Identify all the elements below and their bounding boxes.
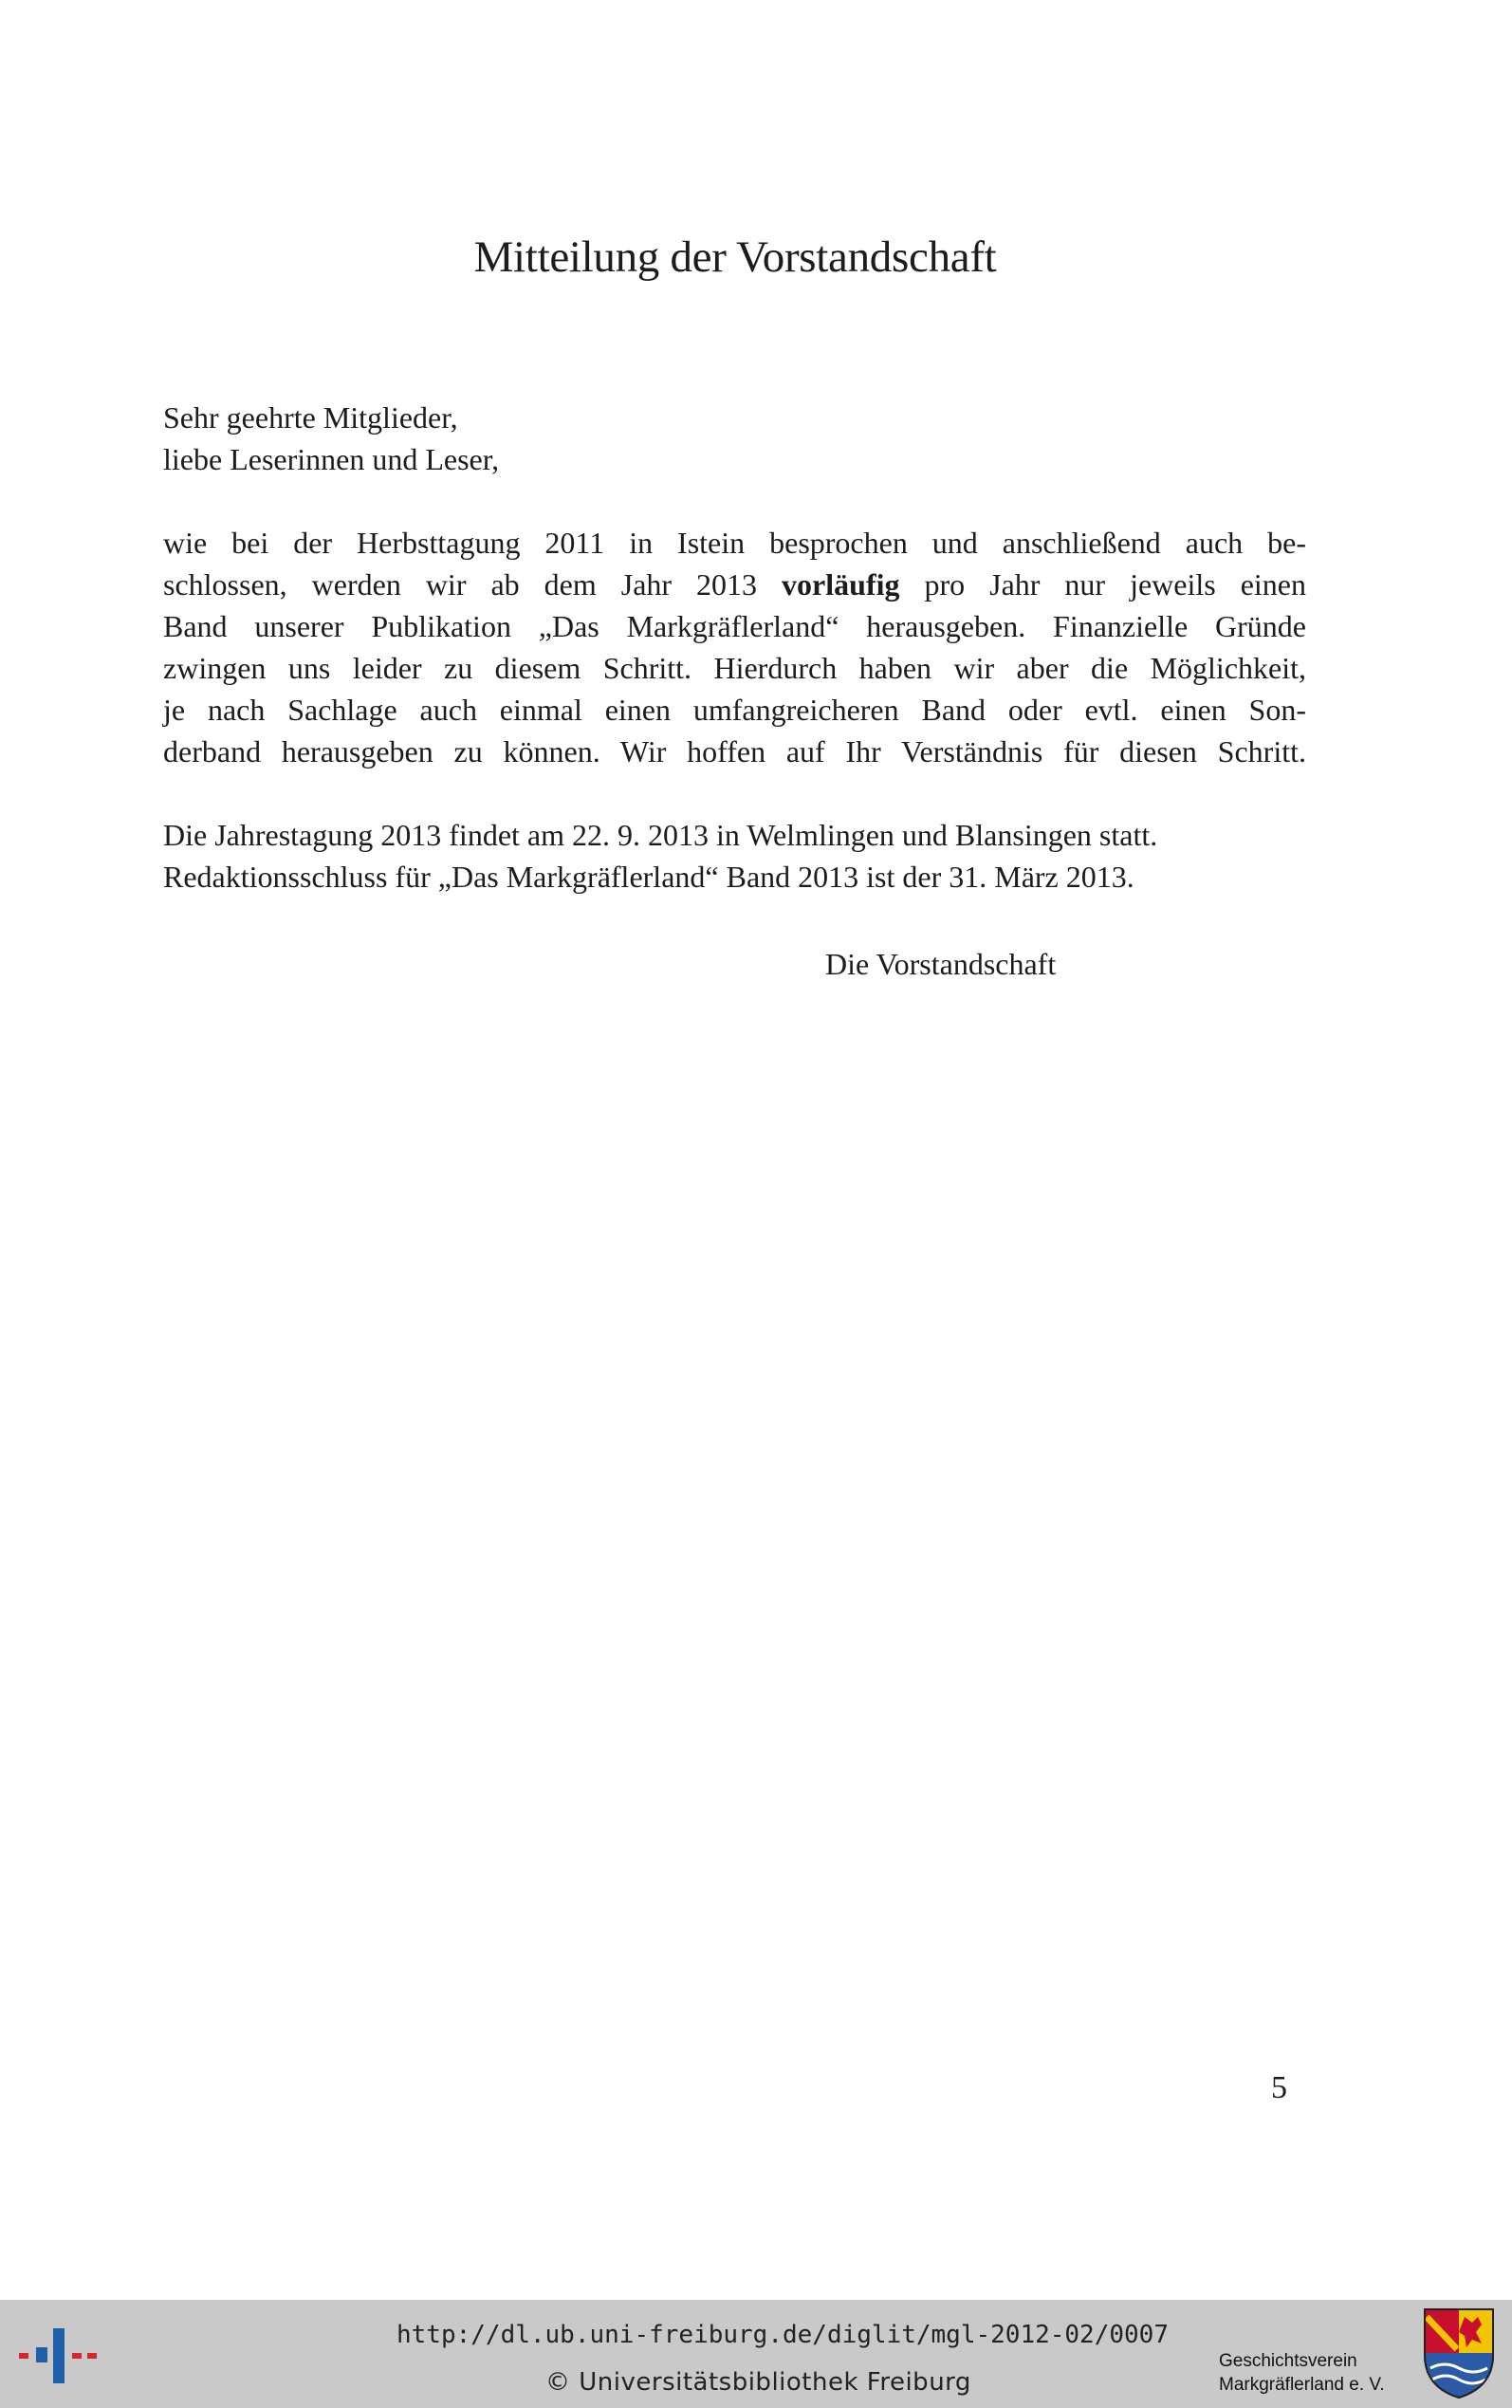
- greeting-line: Sehr geehrte Mitglieder,: [163, 400, 458, 435]
- greeting: [163, 397, 1306, 480]
- coat-of-arms-icon: [1421, 2306, 1497, 2400]
- society-line: Markgräflerland e. V.: [1219, 2375, 1385, 2395]
- footer-url-link[interactable]: http://dl.ub.uni-freiburg.de/diglit/mgl-2012-02/0007: [396, 2321, 1169, 2349]
- text-line: je nach Sachlage auch einmal einen umfangreicheren Band oder evtl. einen Son-: [163, 693, 1306, 727]
- emphasis-text: vorläufig: [782, 567, 900, 602]
- page-title: Mitteilung der Vorstandschaft: [473, 232, 997, 282]
- society-name: [1219, 2349, 1385, 2397]
- text-span: pro Jahr nur jeweils einen: [899, 567, 1307, 602]
- greeting-line: liebe Leserinnen und Leser,: [163, 442, 500, 476]
- text-line: zwingen uns leider zu diesem Schritt. Hierdurch haben wir aber die Möglichkeit,: [163, 651, 1306, 685]
- library-logo-icon[interactable]: [15, 2323, 101, 2389]
- paragraph-meeting: [163, 814, 1306, 898]
- text-line: derband herausgeben zu können. Wir hoffen auf Ihr Verständnis für diesen Schritt.: [163, 734, 1306, 769]
- text-line: Redaktionsschluss für „Das Markgräflerland“ Band 2013 ist der 31. März 2013.: [163, 860, 1134, 894]
- society-line: Geschichtsverein: [1219, 2351, 1357, 2371]
- text-line: [163, 564, 1306, 605]
- text-line: wie bei der Herbsttagung 2011 in Istein besprochen und anschließend auch be-: [163, 526, 1306, 560]
- signature: Die Vorstandschaft: [825, 947, 1057, 981]
- text-line: Band unserer Publikation „Das Markgräflerland“ herausgeben. Finanzielle Gründe: [163, 609, 1306, 643]
- paragraph-announcement: [163, 522, 1306, 772]
- text-line: Die Jahrestagung 2013 findet am 22. 9. 2013 in Welmlingen und Blansingen statt.: [163, 818, 1158, 852]
- footer-bar: [0, 2300, 1512, 2408]
- page-number: 5: [1271, 2070, 1287, 2105]
- footer-copyright: © Universitätsbibliothek Freiburg: [545, 2368, 971, 2397]
- text-span: schlossen, werden wir ab dem Jahr 2013: [163, 567, 783, 602]
